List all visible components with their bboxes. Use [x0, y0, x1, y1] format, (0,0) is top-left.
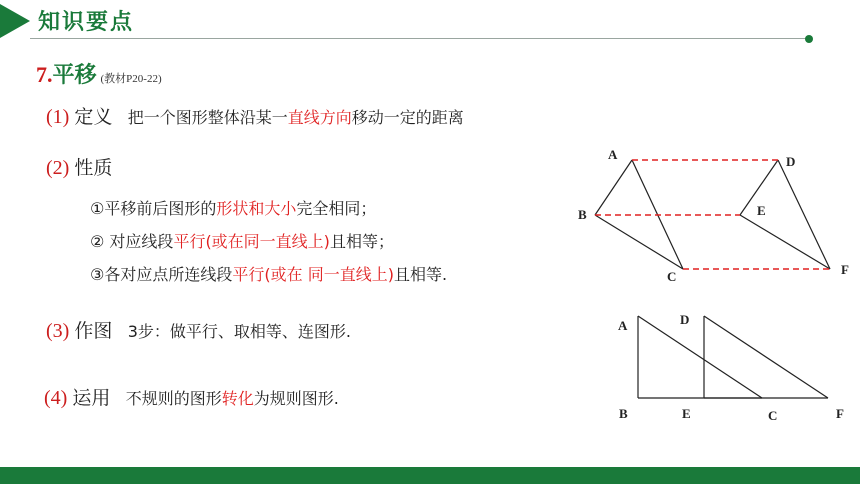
- header: [0, 0, 860, 46]
- segment-ac: [638, 316, 762, 398]
- text-segment: 且相等.: [393, 265, 448, 284]
- point-label: F: [841, 262, 849, 277]
- section-reference: (教材P20-22): [100, 73, 162, 85]
- point-label: B: [578, 207, 587, 222]
- translation-diagram: [570, 145, 855, 285]
- text-segment: 把一个图形整体沿某一: [127, 108, 288, 127]
- item-definition: [46, 102, 464, 129]
- page-title: 知识要点: [38, 10, 135, 35]
- text-segment: 完全相同；: [296, 199, 377, 218]
- item-number: (2): [46, 157, 70, 179]
- right-triangle-diagram: [610, 310, 855, 430]
- point-label: F: [836, 406, 844, 421]
- item-word: 作图: [74, 320, 113, 342]
- header-divider: [30, 38, 810, 39]
- header-dot-icon: [805, 35, 813, 43]
- item-label: [44, 387, 110, 409]
- text-segment: ①平移前后图形的: [90, 199, 217, 218]
- triangle-left: [638, 316, 762, 398]
- text-segment: 且相等；: [329, 232, 394, 251]
- property-2: [90, 229, 394, 252]
- item-word: 定义: [74, 106, 113, 128]
- footer-bar: [0, 467, 860, 484]
- highlight-text: 转化: [221, 389, 254, 408]
- point-label: A: [608, 147, 618, 162]
- triangle-def: [740, 160, 830, 269]
- segment-df: [778, 160, 830, 269]
- definition-text: [128, 108, 464, 127]
- highlight-text: 直线方向: [287, 108, 352, 127]
- property-3: [90, 262, 447, 285]
- point-label: B: [619, 406, 628, 421]
- application-text: [126, 389, 339, 408]
- item-word: 运用: [72, 387, 111, 409]
- triangle-right: [704, 316, 828, 398]
- item-number: (4): [44, 387, 68, 409]
- point-label: C: [667, 269, 677, 284]
- text-segment: ③各对应点所连线段: [90, 265, 233, 284]
- point-label: A: [618, 318, 628, 333]
- item-label: [46, 320, 112, 342]
- text-segment: 为规则图形.: [253, 389, 339, 408]
- section-name: 平移: [52, 63, 97, 88]
- point-label: C: [768, 408, 778, 423]
- item-construction: [46, 316, 351, 343]
- item-number: (3): [46, 320, 70, 342]
- construction-text: 3步：做平行、取相等、连图形.: [127, 322, 352, 341]
- item-label: [46, 106, 112, 128]
- point-label: D: [680, 312, 690, 327]
- highlight-text: 平行(或在 同一直线上): [232, 265, 394, 284]
- highlight-text: 平行(或在同一直线上): [173, 232, 330, 251]
- section-title: [36, 58, 162, 88]
- item-label: [46, 157, 112, 179]
- property-1: [90, 196, 376, 219]
- segment-ab: [595, 160, 632, 215]
- header-arrow-icon: [0, 4, 30, 38]
- section-number: 7.: [36, 62, 53, 87]
- item-word: 性质: [74, 157, 113, 179]
- text-segment: ② 对应线段: [90, 232, 174, 251]
- item-application: [44, 383, 339, 410]
- point-label: E: [682, 406, 691, 421]
- text-segment: 移动一定的距离: [351, 108, 464, 127]
- point-label: D: [786, 154, 796, 169]
- highlight-text: 形状和大小: [216, 199, 297, 218]
- segment-df: [704, 316, 828, 398]
- point-label: E: [757, 203, 766, 218]
- text-segment: 不规则的图形: [125, 389, 222, 408]
- item-properties: [46, 153, 112, 180]
- item-number: (1): [46, 106, 70, 128]
